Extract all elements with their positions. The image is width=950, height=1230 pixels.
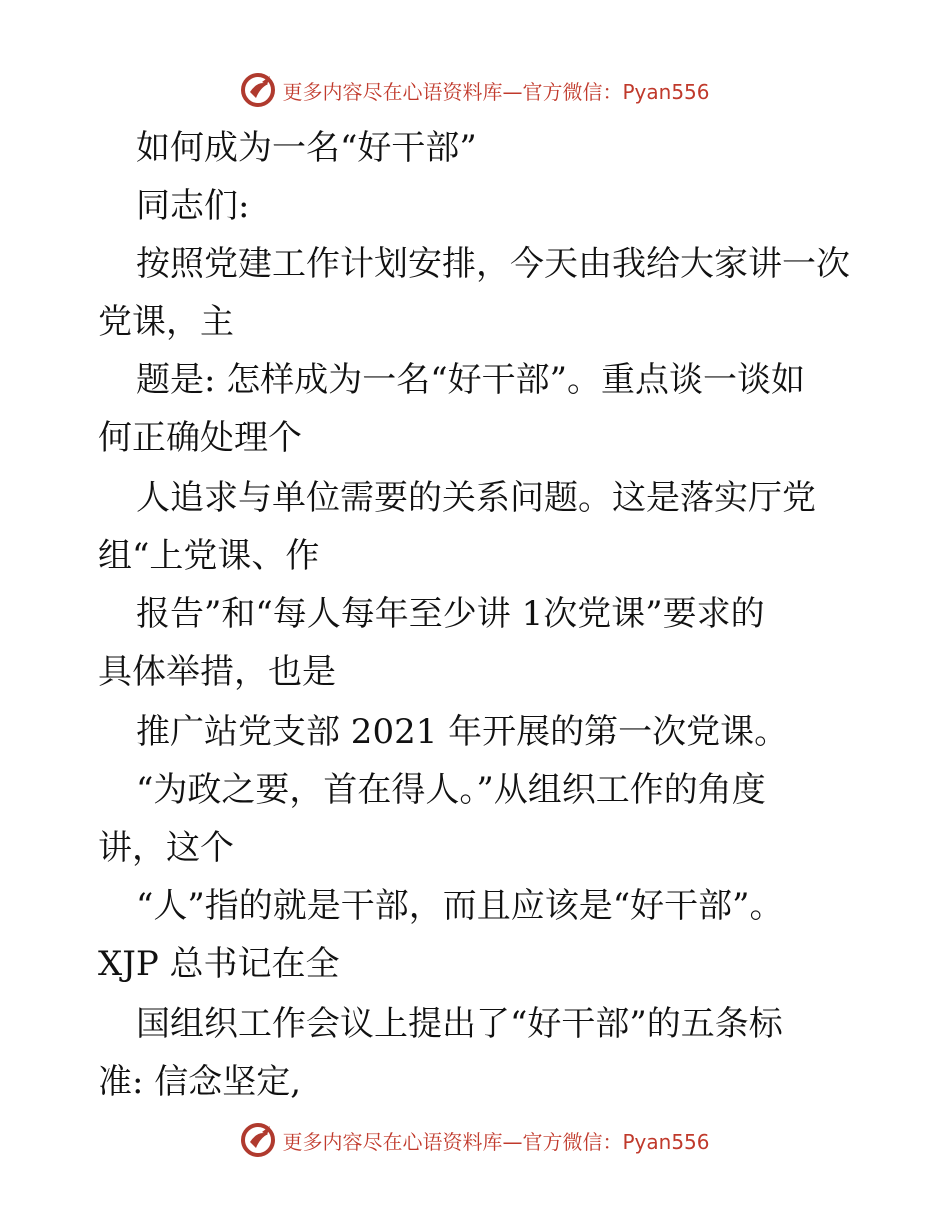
paragraph-line: 党课，主 (98, 302, 234, 342)
banner-wechat-label: 官方微信： (522, 1129, 623, 1154)
banner-separator: — (502, 79, 523, 104)
paragraph-line: 具体举措，也是 (98, 652, 336, 692)
brand-logo-icon (240, 72, 276, 108)
paragraph-line: 人追求与单位需要的关系问题。这是落实厅党 (136, 478, 816, 518)
document-title: 如何成为一名“好干部” (136, 128, 477, 168)
banner-text (282, 76, 709, 105)
paragraph-line: 国组织工作会议上提出了“好干部”的五条标 (136, 1004, 783, 1044)
banner-wechat-label: 官方微信： (522, 79, 623, 104)
banner-text (282, 1126, 709, 1155)
paragraph-line: XJP 总书记在全 (98, 944, 340, 984)
banner-main: 更多内容尽在心语资料库 (282, 79, 503, 104)
banner-separator: — (502, 1129, 523, 1154)
salutation: 同志们: (136, 186, 250, 226)
paragraph-line: 报告”和“每人每年至少讲 1次党课”要求的 (136, 594, 765, 634)
paragraph-line: 题是: 怎样成为一名“好干部”。重点谈一谈如 (136, 360, 806, 400)
banner-main: 更多内容尽在心语资料库 (282, 1129, 503, 1154)
footer-banner (0, 1120, 950, 1160)
paragraph-line: 推广站党支部 2021 年开展的第一次党课。 (136, 712, 789, 752)
banner-wechat-id: Pyan556 (622, 79, 710, 104)
paragraph-line: “人”指的就是干部，而且应该是“好干部”。 (136, 886, 784, 926)
paragraph-line: 按照党建工作计划安排，今天由我给大家讲一次 (136, 244, 850, 284)
paragraph-line: 组“上党课、作 (98, 536, 320, 576)
paragraph-line: 准: 信念坚定, (98, 1062, 302, 1102)
header-banner (0, 70, 950, 110)
banner-wechat-id: Pyan556 (622, 1129, 710, 1154)
brand-logo-icon (240, 1122, 276, 1158)
paragraph-line: “为政之要，首在得人。”从组织工作的角度 (136, 770, 766, 810)
paragraph-line: 何正确处理个 (98, 418, 302, 458)
paragraph-line: 讲，这个 (98, 828, 234, 868)
